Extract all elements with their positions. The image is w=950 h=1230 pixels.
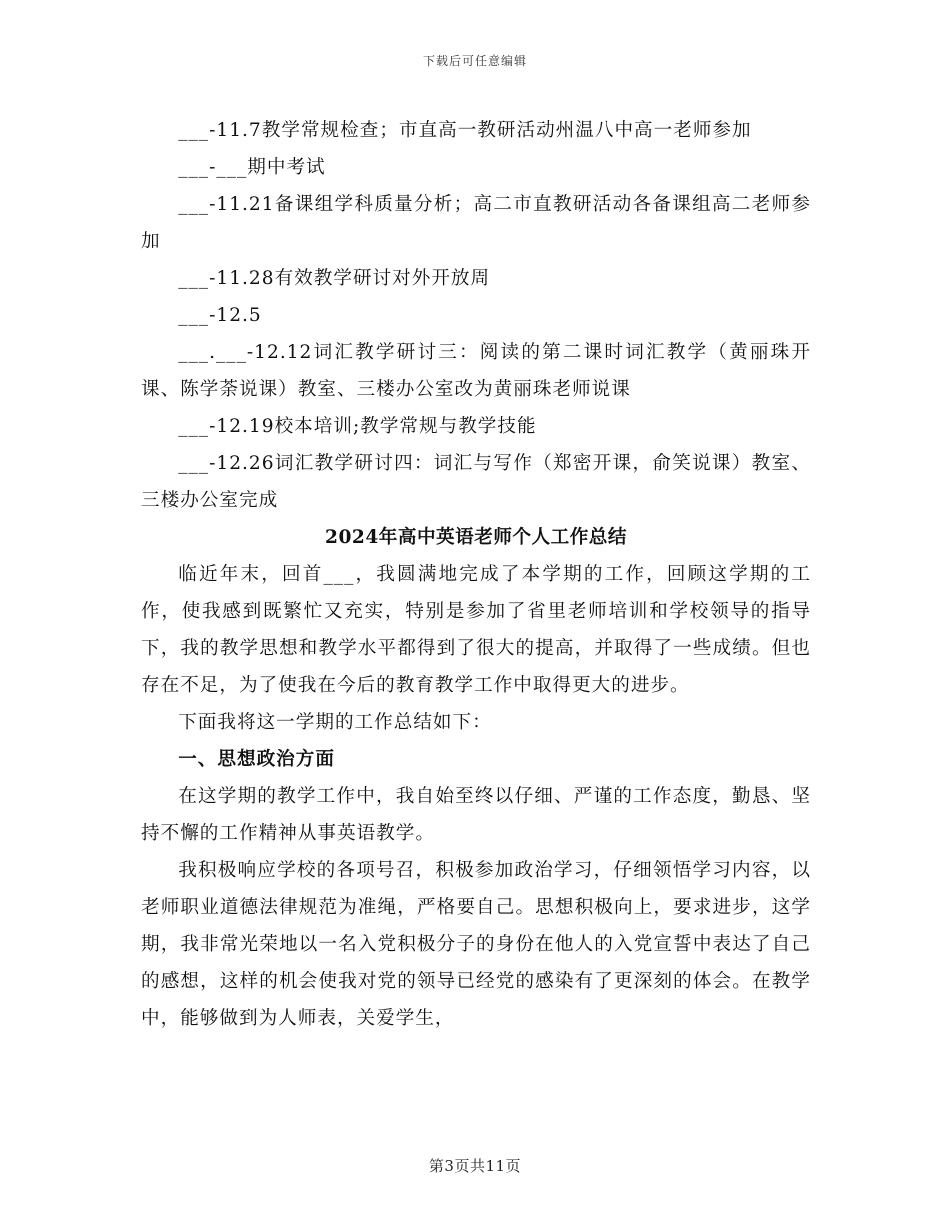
schedule-item: ___-11.7教学常规检查；市直高一教研活动州温八中高一老师参加 (178, 120, 752, 141)
schedule-item: ___-11.28有效教学研讨对外开放周 (178, 268, 491, 289)
section-paragraph: 在这学期的教学工作中，我自始至终以仔细、严谨的工作态度，勤恳、坚持不懈的工作精神从事英语教学。 (141, 786, 811, 844)
lead-paragraph: 下面我将这一学期的工作总结如下： (178, 712, 492, 733)
section-paragraph: 我积极响应学校的各项号召，积极参加政治学习，仔细领悟学习内容，以老师职业道德法律规范为准绳，严格要自己。思想积极向上，要求进步，这学期，我非常光荣地以一名入党积极分子的身份在他人的入党宣誓中表达了自己的感想，这样的机会使我对党的领导已经党的感染有了更深刻的体会。在教学中，能够做到为人师表，关爱学生， (141, 860, 811, 1029)
schedule-item: ___-___期中考试 (178, 157, 326, 178)
intro-paragraph: 临近年末，回首___，我圆满地完成了本学期的工作，回顾这学期的工作，使我感到既繁忙又充实，特别是参加了省里老师培训和学校领导的指导下，我的教学思想和教学水平都得到了很大的提高，并取得了一些成绩。但也存在不足，为了使我在今后的教育教学工作中取得更大的进步。 (141, 564, 811, 696)
page-footer: 第3页共11页 (428, 1157, 522, 1175)
section-heading: 一、思想政治方面 (178, 749, 335, 770)
schedule-item: ___-11.21备课组学科质量分析；高二市直教研活动各备课组高二老师参加 (141, 194, 811, 252)
schedule-item: ___-12.5 (178, 305, 262, 326)
schedule-item: ___-12.26词汇教学研讨四：词汇与写作（郑密开课，俞笑说课）教室、三楼办公室完成 (141, 453, 811, 511)
document-body (141, 112, 811, 1037)
schedule-item: ___-12.19校本培训;教学常规与教学技能 (178, 416, 537, 437)
schedule-item: ___.___-12.12词汇教学研讨三：阅读的第二课时词汇教学（黄丽珠开课、陈学荼说课）教室、三楼办公室改为黄丽珠老师说课 (141, 342, 811, 400)
page-header: 下载后可任意编辑 (422, 54, 527, 68)
article-title: 2024年高中英语老师个人工作总结 (325, 527, 627, 548)
